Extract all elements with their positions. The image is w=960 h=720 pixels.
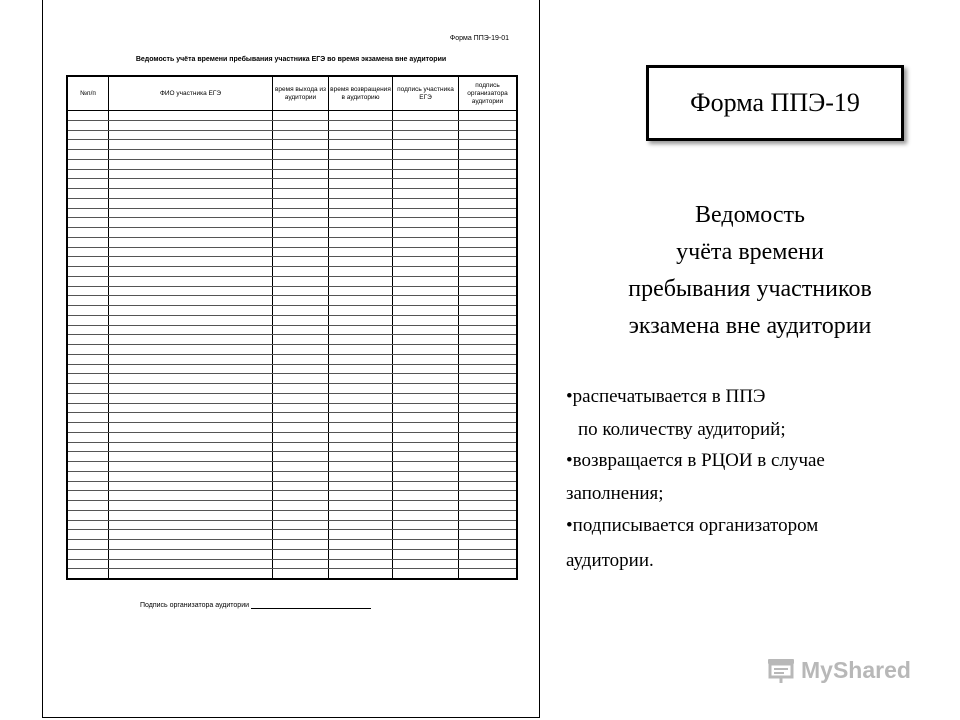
table-row-line — [68, 364, 516, 365]
table-row-line — [68, 520, 516, 521]
table-row-line — [68, 188, 516, 189]
table-row-line — [68, 334, 516, 335]
table-row-line — [68, 510, 516, 511]
bullet-item: •подписывается организатором — [566, 515, 819, 536]
table-row-line — [68, 481, 516, 482]
header-name: ФИО участника ЕГЭ — [109, 77, 273, 110]
table-row-line — [68, 130, 516, 131]
table-row-line — [68, 451, 516, 452]
table-row-line — [68, 559, 516, 560]
table-header — [68, 77, 516, 111]
table-row-line — [68, 471, 516, 472]
table-row-line — [68, 305, 516, 306]
table-row-line — [68, 422, 516, 423]
table-row-line — [68, 256, 516, 257]
document-code: Форма ППЭ-19-01 — [449, 35, 509, 42]
table-row-line — [68, 549, 516, 550]
table-row-line — [68, 286, 516, 287]
header-return-time: время возвращения в аудиторию — [329, 77, 393, 110]
table-row-line — [68, 539, 516, 540]
table-row-line — [68, 403, 516, 404]
table-row-line — [68, 237, 516, 238]
document-title: Ведомость учёта времени пребывания участника ЕГЭ во время экзамена вне аудитории — [135, 56, 447, 63]
table-row-line — [68, 208, 516, 209]
table-row-line — [68, 295, 516, 296]
table-row-line — [68, 529, 516, 530]
table-row-line — [68, 266, 516, 267]
heading-line: Ведомость — [695, 202, 805, 228]
table-row-line — [68, 500, 516, 501]
watermark — [766, 655, 911, 685]
attendance-table — [66, 75, 518, 580]
header-number: №п/п — [68, 77, 109, 110]
header-exit-time: время выхода из аудитории — [273, 77, 329, 110]
table-row-line — [68, 325, 516, 326]
table-row-line — [68, 169, 516, 170]
heading-line: экзамена вне аудитории — [628, 313, 872, 339]
signature-line — [251, 608, 371, 609]
table-row-line — [68, 247, 516, 248]
header-organizer-signature: подпись организатора аудитории — [467, 81, 508, 105]
signature-field — [140, 602, 371, 609]
table-row-line — [68, 432, 516, 433]
table-row-line — [68, 198, 516, 199]
table-row-line — [68, 139, 516, 140]
heading-line: учёта времени — [676, 239, 824, 265]
watermark-text: MyShared — [801, 656, 911, 683]
bullet-item: •распечатывается в ППЭ — [566, 386, 766, 407]
bullet-item-continuation: по количеству аудиторий; — [578, 419, 786, 440]
table-row-line — [68, 393, 516, 394]
table-row-line — [68, 412, 516, 413]
table-row-line — [68, 490, 516, 491]
form-title: Форма ППЭ-19 — [690, 88, 860, 117]
table-row-line — [68, 442, 516, 443]
table-row-line — [68, 149, 516, 150]
bullet-item: •возвращается в РЦОИ в случае — [566, 450, 825, 471]
projector-icon — [766, 655, 796, 685]
bullet-item-continuation: аудитории. — [566, 550, 654, 571]
table-row-line — [68, 276, 516, 277]
table-row-line — [68, 315, 516, 316]
form-description-heading — [560, 197, 940, 345]
header-participant-signature: подпись участника ЕГЭ — [393, 77, 459, 110]
signature-label: Подпись организатора аудитории — [140, 602, 250, 609]
table-row-line — [68, 178, 516, 179]
table-row-line — [68, 120, 516, 121]
heading-line: пребывания участников — [628, 276, 872, 302]
table-row-line — [68, 373, 516, 374]
form-title-box — [646, 65, 904, 141]
table-row-line — [68, 217, 516, 218]
table-row-line — [68, 383, 516, 384]
table-row-line — [68, 354, 516, 355]
bullet-item-continuation: заполнения; — [566, 483, 664, 504]
table-body — [68, 110, 516, 578]
table-row-line — [68, 344, 516, 345]
table-row-line — [68, 227, 516, 228]
table-row-line — [68, 159, 516, 160]
table-row-line — [68, 568, 516, 569]
table-row-line — [68, 461, 516, 462]
document-page — [42, 0, 540, 718]
